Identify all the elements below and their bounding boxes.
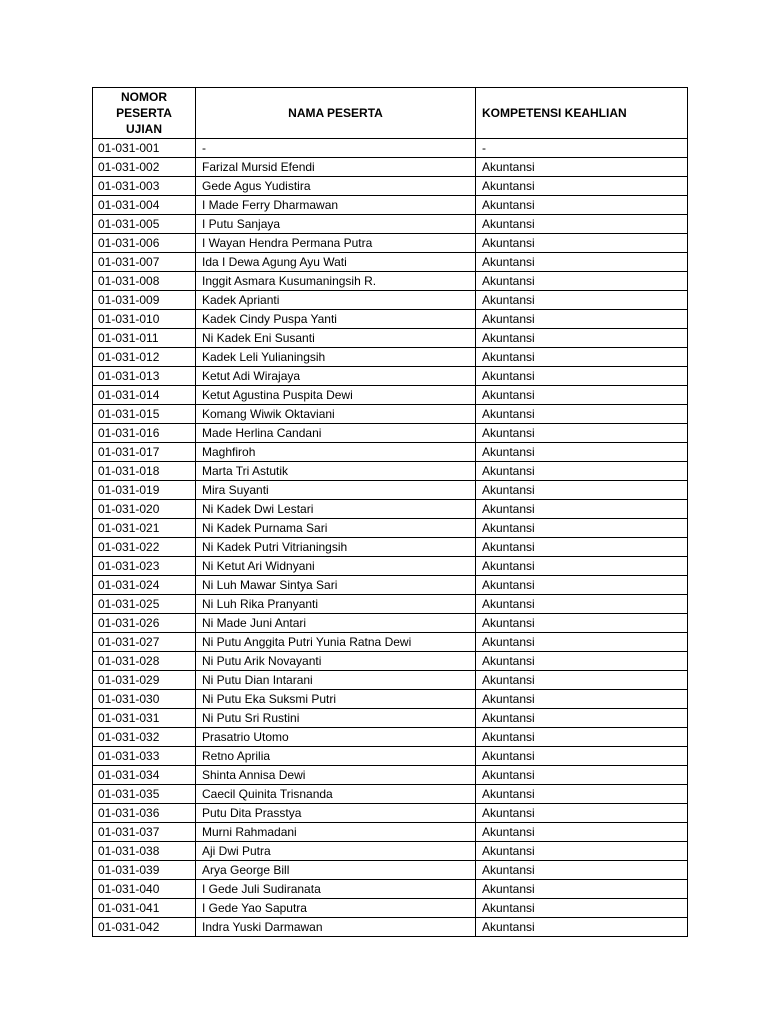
cell-kompetensi-keahlian: Akuntansi	[476, 728, 688, 747]
cell-nama-peserta: Ni Putu Anggita Putri Yunia Ratna Dewi	[196, 633, 476, 652]
cell-nama-peserta: Murni Rahmadani	[196, 823, 476, 842]
cell-kompetensi-keahlian: Akuntansi	[476, 766, 688, 785]
table-row	[93, 690, 688, 709]
cell-kompetensi-keahlian: Akuntansi	[476, 709, 688, 728]
cell-kompetensi-keahlian: Akuntansi	[476, 880, 688, 899]
table-row	[93, 481, 688, 500]
cell-kompetensi-keahlian: Akuntansi	[476, 329, 688, 348]
cell-kompetensi-keahlian: Akuntansi	[476, 842, 688, 861]
cell-kompetensi-keahlian: Akuntansi	[476, 614, 688, 633]
cell-nomor-peserta: 01-031-028	[93, 652, 196, 671]
table-row	[93, 804, 688, 823]
cell-nomor-peserta: 01-031-040	[93, 880, 196, 899]
cell-nomor-peserta: 01-031-037	[93, 823, 196, 842]
header-kompetensi-keahlian: KOMPETENSI KEAHLIAN	[476, 88, 688, 139]
cell-kompetensi-keahlian: Akuntansi	[476, 272, 688, 291]
cell-nama-peserta: Mira Suyanti	[196, 481, 476, 500]
cell-nomor-peserta: 01-031-019	[93, 481, 196, 500]
cell-nomor-peserta: 01-031-031	[93, 709, 196, 728]
cell-kompetensi-keahlian: Akuntansi	[476, 918, 688, 937]
cell-kompetensi-keahlian: Akuntansi	[476, 234, 688, 253]
participant-table	[92, 87, 688, 937]
cell-nama-peserta: Ni Kadek Dwi Lestari	[196, 500, 476, 519]
cell-nama-peserta: Aji Dwi Putra	[196, 842, 476, 861]
cell-nomor-peserta: 01-031-029	[93, 671, 196, 690]
cell-nama-peserta: I Putu Sanjaya	[196, 215, 476, 234]
cell-nama-peserta: I Gede Juli Sudiranata	[196, 880, 476, 899]
cell-nama-peserta: Ni Putu Dian Intarani	[196, 671, 476, 690]
cell-nama-peserta: Ni Putu Eka Suksmi Putri	[196, 690, 476, 709]
cell-nomor-peserta: 01-031-011	[93, 329, 196, 348]
table-row	[93, 861, 688, 880]
cell-kompetensi-keahlian: Akuntansi	[476, 367, 688, 386]
cell-nama-peserta: Maghfiroh	[196, 443, 476, 462]
table-row	[93, 348, 688, 367]
cell-nomor-peserta: 01-031-018	[93, 462, 196, 481]
table-row	[93, 709, 688, 728]
table-row	[93, 253, 688, 272]
cell-kompetensi-keahlian: Akuntansi	[476, 196, 688, 215]
cell-kompetensi-keahlian: Akuntansi	[476, 177, 688, 196]
cell-nomor-peserta: 01-031-017	[93, 443, 196, 462]
cell-kompetensi-keahlian: Akuntansi	[476, 348, 688, 367]
table-row	[93, 158, 688, 177]
cell-kompetensi-keahlian: Akuntansi	[476, 823, 688, 842]
cell-nomor-peserta: 01-031-002	[93, 158, 196, 177]
cell-nama-peserta: Ni Kadek Eni Susanti	[196, 329, 476, 348]
cell-nomor-peserta: 01-031-032	[93, 728, 196, 747]
cell-kompetensi-keahlian: Akuntansi	[476, 538, 688, 557]
table-row	[93, 728, 688, 747]
table-row	[93, 215, 688, 234]
cell-nomor-peserta: 01-031-006	[93, 234, 196, 253]
cell-nama-peserta: Ketut Adi Wirajaya	[196, 367, 476, 386]
cell-nama-peserta: Ni Luh Mawar Sintya Sari	[196, 576, 476, 595]
cell-kompetensi-keahlian: Akuntansi	[476, 652, 688, 671]
cell-nama-peserta: Ida I Dewa Agung Ayu Wati	[196, 253, 476, 272]
cell-kompetensi-keahlian: Akuntansi	[476, 595, 688, 614]
table-row	[93, 842, 688, 861]
cell-nama-peserta: Ni Made Juni Antari	[196, 614, 476, 633]
table-row	[93, 671, 688, 690]
header-row	[93, 88, 688, 139]
header-nama-peserta: NAMA PESERTA	[196, 88, 476, 139]
table-row	[93, 443, 688, 462]
table-row	[93, 614, 688, 633]
cell-kompetensi-keahlian: Akuntansi	[476, 462, 688, 481]
cell-nomor-peserta: 01-031-042	[93, 918, 196, 937]
cell-nomor-peserta: 01-031-021	[93, 519, 196, 538]
cell-nama-peserta: Ni Putu Arik Novayanti	[196, 652, 476, 671]
table-row	[93, 291, 688, 310]
table-row	[93, 766, 688, 785]
table-row	[93, 196, 688, 215]
cell-kompetensi-keahlian: Akuntansi	[476, 861, 688, 880]
cell-nomor-peserta: 01-031-004	[93, 196, 196, 215]
cell-kompetensi-keahlian: Akuntansi	[476, 785, 688, 804]
table-row	[93, 367, 688, 386]
cell-nama-peserta: Retno Aprilia	[196, 747, 476, 766]
cell-nomor-peserta: 01-031-035	[93, 785, 196, 804]
cell-kompetensi-keahlian: Akuntansi	[476, 747, 688, 766]
cell-nama-peserta: Ni Kadek Putri Vitrianingsih	[196, 538, 476, 557]
cell-kompetensi-keahlian: Akuntansi	[476, 671, 688, 690]
cell-nomor-peserta: 01-031-023	[93, 557, 196, 576]
cell-kompetensi-keahlian: Akuntansi	[476, 500, 688, 519]
table-body	[93, 139, 688, 937]
cell-nama-peserta: Kadek Leli Yulianingsih	[196, 348, 476, 367]
header-nomor-peserta-ujian: NOMOR PESERTA UJIAN	[93, 88, 196, 139]
cell-kompetensi-keahlian: Akuntansi	[476, 253, 688, 272]
cell-nomor-peserta: 01-031-041	[93, 899, 196, 918]
table-row	[93, 823, 688, 842]
table-row	[93, 424, 688, 443]
cell-nomor-peserta: 01-031-026	[93, 614, 196, 633]
table-row	[93, 785, 688, 804]
cell-nomor-peserta: 01-031-027	[93, 633, 196, 652]
table-row	[93, 329, 688, 348]
table-row	[93, 386, 688, 405]
cell-nama-peserta: Prasatrio Utomo	[196, 728, 476, 747]
cell-nomor-peserta: 01-031-013	[93, 367, 196, 386]
cell-nama-peserta: Marta Tri Astutik	[196, 462, 476, 481]
table-row	[93, 500, 688, 519]
cell-nomor-peserta: 01-031-005	[93, 215, 196, 234]
cell-nomor-peserta: 01-031-010	[93, 310, 196, 329]
cell-kompetensi-keahlian: Akuntansi	[476, 424, 688, 443]
table-row	[93, 177, 688, 196]
cell-nama-peserta: I Made Ferry Dharmawan	[196, 196, 476, 215]
cell-nomor-peserta: 01-031-001	[93, 139, 196, 158]
cell-kompetensi-keahlian: Akuntansi	[476, 576, 688, 595]
cell-kompetensi-keahlian: Akuntansi	[476, 804, 688, 823]
table-row	[93, 272, 688, 291]
cell-nomor-peserta: 01-031-015	[93, 405, 196, 424]
cell-nomor-peserta: 01-031-014	[93, 386, 196, 405]
cell-nomor-peserta: 01-031-012	[93, 348, 196, 367]
cell-nama-peserta: Komang Wiwik Oktaviani	[196, 405, 476, 424]
cell-nama-peserta: Ketut Agustina Puspita Dewi	[196, 386, 476, 405]
cell-kompetensi-keahlian: Akuntansi	[476, 633, 688, 652]
cell-kompetensi-keahlian: Akuntansi	[476, 291, 688, 310]
table-row	[93, 880, 688, 899]
cell-kompetensi-keahlian: Akuntansi	[476, 215, 688, 234]
table-row	[93, 595, 688, 614]
cell-nomor-peserta: 01-031-016	[93, 424, 196, 443]
cell-nama-peserta: Ni Kadek Purnama Sari	[196, 519, 476, 538]
cell-nama-peserta: Inggit Asmara Kusumaningsih R.	[196, 272, 476, 291]
cell-kompetensi-keahlian: Akuntansi	[476, 557, 688, 576]
cell-nomor-peserta: 01-031-024	[93, 576, 196, 595]
cell-kompetensi-keahlian: Akuntansi	[476, 405, 688, 424]
cell-nomor-peserta: 01-031-009	[93, 291, 196, 310]
table-row	[93, 747, 688, 766]
cell-nama-peserta: Kadek Cindy Puspa Yanti	[196, 310, 476, 329]
cell-nomor-peserta: 01-031-038	[93, 842, 196, 861]
table-row	[93, 234, 688, 253]
table-row	[93, 899, 688, 918]
cell-nama-peserta: Farizal Mursid Efendi	[196, 158, 476, 177]
cell-kompetensi-keahlian: Akuntansi	[476, 158, 688, 177]
cell-kompetensi-keahlian: -	[476, 139, 688, 158]
cell-nomor-peserta: 01-031-003	[93, 177, 196, 196]
cell-kompetensi-keahlian: Akuntansi	[476, 899, 688, 918]
cell-nama-peserta: Gede Agus Yudistira	[196, 177, 476, 196]
table-row	[93, 519, 688, 538]
table-row	[93, 633, 688, 652]
cell-nama-peserta: -	[196, 139, 476, 158]
cell-kompetensi-keahlian: Akuntansi	[476, 310, 688, 329]
cell-kompetensi-keahlian: Akuntansi	[476, 443, 688, 462]
cell-nama-peserta: Kadek Aprianti	[196, 291, 476, 310]
cell-nomor-peserta: 01-031-022	[93, 538, 196, 557]
cell-nama-peserta: Made Herlina Candani	[196, 424, 476, 443]
table-header	[93, 88, 688, 139]
participant-table-container	[92, 87, 687, 937]
cell-nama-peserta: Ni Luh Rika Pranyanti	[196, 595, 476, 614]
cell-nomor-peserta: 01-031-030	[93, 690, 196, 709]
cell-nomor-peserta: 01-031-025	[93, 595, 196, 614]
cell-nomor-peserta: 01-031-020	[93, 500, 196, 519]
cell-nama-peserta: Indra Yuski Darmawan	[196, 918, 476, 937]
cell-nomor-peserta: 01-031-036	[93, 804, 196, 823]
cell-nomor-peserta: 01-031-034	[93, 766, 196, 785]
table-row	[93, 576, 688, 595]
table-row	[93, 405, 688, 424]
cell-nama-peserta: I Gede Yao Saputra	[196, 899, 476, 918]
cell-nama-peserta: Arya George Bill	[196, 861, 476, 880]
cell-nama-peserta: I Wayan Hendra Permana Putra	[196, 234, 476, 253]
table-row	[93, 652, 688, 671]
cell-nama-peserta: Shinta Annisa Dewi	[196, 766, 476, 785]
cell-kompetensi-keahlian: Akuntansi	[476, 386, 688, 405]
cell-kompetensi-keahlian: Akuntansi	[476, 690, 688, 709]
table-row	[93, 557, 688, 576]
cell-nomor-peserta: 01-031-007	[93, 253, 196, 272]
table-row	[93, 310, 688, 329]
cell-nomor-peserta: 01-031-033	[93, 747, 196, 766]
cell-nama-peserta: Putu Dita Prasstya	[196, 804, 476, 823]
cell-nama-peserta: Ni Putu Sri Rustini	[196, 709, 476, 728]
table-row	[93, 139, 688, 158]
table-row	[93, 918, 688, 937]
cell-nama-peserta: Ni Ketut Ari Widnyani	[196, 557, 476, 576]
cell-kompetensi-keahlian: Akuntansi	[476, 481, 688, 500]
cell-kompetensi-keahlian: Akuntansi	[476, 519, 688, 538]
cell-nomor-peserta: 01-031-008	[93, 272, 196, 291]
cell-nama-peserta: Caecil Quinita Trisnanda	[196, 785, 476, 804]
table-row	[93, 538, 688, 557]
table-row	[93, 462, 688, 481]
cell-nomor-peserta: 01-031-039	[93, 861, 196, 880]
